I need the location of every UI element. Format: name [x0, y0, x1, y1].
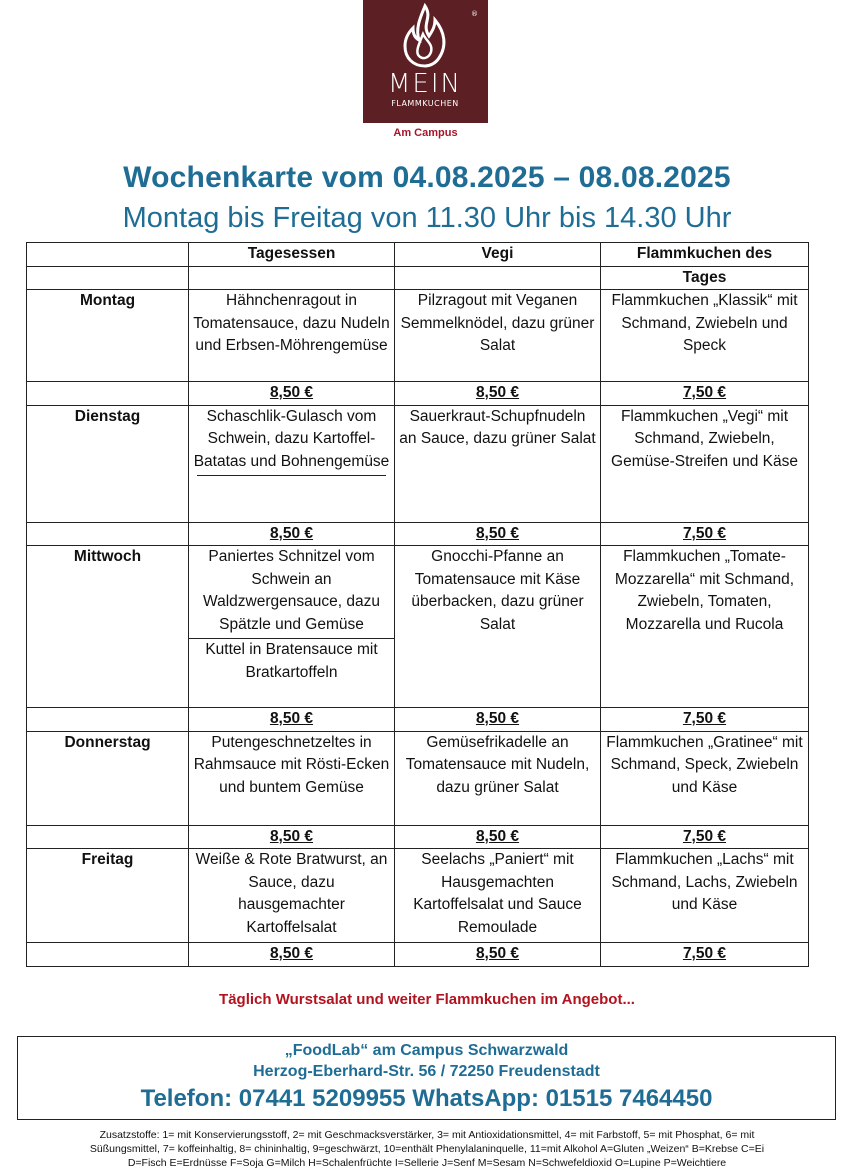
registered-mark: ® [471, 10, 478, 18]
dish-tagesessen: Putengeschnetzeltes in Rahmsauce mit Rösti-Ecken und buntem Gemüse [189, 731, 395, 825]
weekly-menu-table [26, 242, 809, 967]
price-row-mittwoch [27, 708, 809, 732]
price-row-donnerstag [27, 825, 809, 849]
allergen-legend [14, 1128, 840, 1170]
price-vegi: 8,50 € [475, 945, 520, 962]
allergen-line-3: D=Fisch E=Erdnüsse F=Soja G=Milch H=Schalenfrüchte I=Sellerie J=Senf M=Sesam N=Schwefeldioxid O=Lupine P=Weichtiere [127, 1157, 727, 1169]
price-tagesessen: 8,50 € [269, 384, 314, 401]
price-tagesessen: 8,50 € [269, 827, 314, 845]
header-empty [27, 243, 189, 267]
page-subtitle: Montag bis Freitag von 11.30 Uhr bis 14.30 Uhr [122, 202, 732, 234]
logo-subbrand-text: FLAMMKUCHEN [391, 99, 459, 108]
day-label: Mittwoch [27, 546, 189, 708]
dish-flammkuchen: Flammkuchen „Gratinee“ mit Schmand, Speck, Zwiebeln und Käse [601, 731, 809, 825]
header-vegi: Vegi [395, 243, 601, 267]
flame-icon [363, 0, 488, 123]
dish-vegi: Gemüsefrikadelle an Tomatensauce mit Nudeln, dazu grüner Salat [395, 731, 601, 825]
logo-brand-text: MEIN [388, 69, 462, 99]
table-header-row-2 [27, 266, 809, 290]
dish-tagesessen: Hähnchenragout in Tomatensauce, dazu Nudeln und Erbsen-Möhrengemüse [189, 290, 395, 382]
table-row-mittwoch [27, 546, 809, 708]
dish-flammkuchen: Flammkuchen „Lachs“ mit Schmand, Lachs, Zwiebeln und Käse [601, 849, 809, 943]
header-flammkuchen: Flammkuchen des [601, 243, 809, 267]
price-flammkuchen: 7,50 € [682, 827, 727, 845]
price-tagesessen: 8,50 € [269, 524, 314, 542]
logo-location: Am Campus [393, 127, 458, 139]
dish-vegi: Pilzragout mit Veganen Semmelknödel, dazu grüner Salat [395, 290, 601, 382]
price-row-dienstag [27, 522, 809, 546]
dish-tagesessen: Paniertes Schnitzel vom Schwein an Waldzwergensauce, dazu Spätzle und Gemüse [203, 548, 380, 633]
day-label: Donnerstag [27, 731, 189, 825]
price-flammkuchen: 7,50 € [682, 524, 727, 542]
dish-vegi: Seelachs „Paniert“ mit Hausgemachten Kartoffelsalat und Sauce Remoulade [395, 849, 601, 943]
allergen-line-1: Zusatzstoffe: 1= mit Konservierungsstoff, 2= mit Geschmacksverstärker, 3= mit Antioxidationsmittel, 4= mit Farbstoff, 5= mit Phosphat, 6= mit [99, 1129, 755, 1141]
price-tagesessen: 8,50 € [269, 710, 314, 727]
divider [197, 475, 386, 476]
dish-vegi: Sauerkraut-Schupfnudeln an Sauce, dazu grüner Salat [395, 405, 601, 522]
price-vegi: 8,50 € [475, 710, 520, 727]
dish-flammkuchen: Flammkuchen „Klassik“ mit Schmand, Zwiebeln und Speck [601, 290, 809, 382]
day-label: Freitag [27, 849, 189, 943]
price-flammkuchen: 7,50 € [682, 945, 727, 962]
allergen-line-2: Süßungsmittel, 7= koffeinhaltig, 8= chininhaltig, 9=geschwärzt, 10=enthält Phenylalaninquelle, 11=mit Alkohol A=Gluten „Weizen“ B=Krebse C=Ei [89, 1143, 765, 1155]
contact-phone: Telefon: 07441 5209955 WhatsApp: 01515 7464450 [140, 1085, 713, 1112]
price-tagesessen: 8,50 € [269, 945, 314, 962]
table-row-freitag [27, 849, 809, 943]
table-header-row [27, 243, 809, 267]
table-row-montag [27, 290, 809, 382]
table-row-donnerstag [27, 731, 809, 825]
dish-tagesessen: Weiße & Rote Bratwurst, an Sauce, dazu hausgemachter Kartoffelsalat [189, 849, 395, 943]
header-tages: Tages [601, 266, 809, 290]
table-row-dienstag [27, 405, 809, 522]
header-tagesessen: Tagesessen [189, 243, 395, 267]
logo [363, 0, 488, 123]
dish-tagesessen: Schaschlik-Gulasch vom Schwein, dazu Kartoffel- Batatas und Bohnengemüse [193, 407, 390, 470]
day-label: Dienstag [27, 405, 189, 522]
price-vegi: 8,50 € [475, 827, 520, 845]
contact-address: Herzog-Eberhard-Str. 56 / 72250 Freudenstadt [253, 1063, 600, 1080]
daily-offer-note: Täglich Wurstsalat und weiter Flammkuchen im Angebot... [219, 991, 635, 1008]
contact-box [17, 1036, 836, 1120]
dish-flammkuchen: Flammkuchen „Tomate-Mozzarella“ mit Schmand, Zwiebeln, Tomaten, Mozzarella und Rucola [601, 546, 809, 708]
price-row-freitag [27, 943, 809, 967]
price-vegi: 8,50 € [475, 524, 520, 542]
price-flammkuchen: 7,50 € [682, 384, 727, 401]
price-vegi: 8,50 € [475, 384, 520, 401]
price-flammkuchen: 7,50 € [682, 710, 727, 727]
dish-vegi: Gnocchi-Pfanne an Tomatensauce mit Käse überbacken, dazu grüner Salat [395, 546, 601, 708]
price-row-montag [27, 382, 809, 406]
contact-name: „FoodLab“ am Campus Schwarzwald [284, 1042, 569, 1059]
page-title: Wochenkarte vom 04.08.2025 – 08.08.2025 [123, 161, 731, 194]
dish-flammkuchen: Flammkuchen „Vegi“ mit Schmand, Zwiebeln, Gemüse-Streifen und Käse [601, 405, 809, 522]
day-label: Montag [27, 290, 189, 382]
dish-tagesessen-alternative: Kuttel in Bratensauce mit Bratkartoffeln [189, 638, 394, 684]
